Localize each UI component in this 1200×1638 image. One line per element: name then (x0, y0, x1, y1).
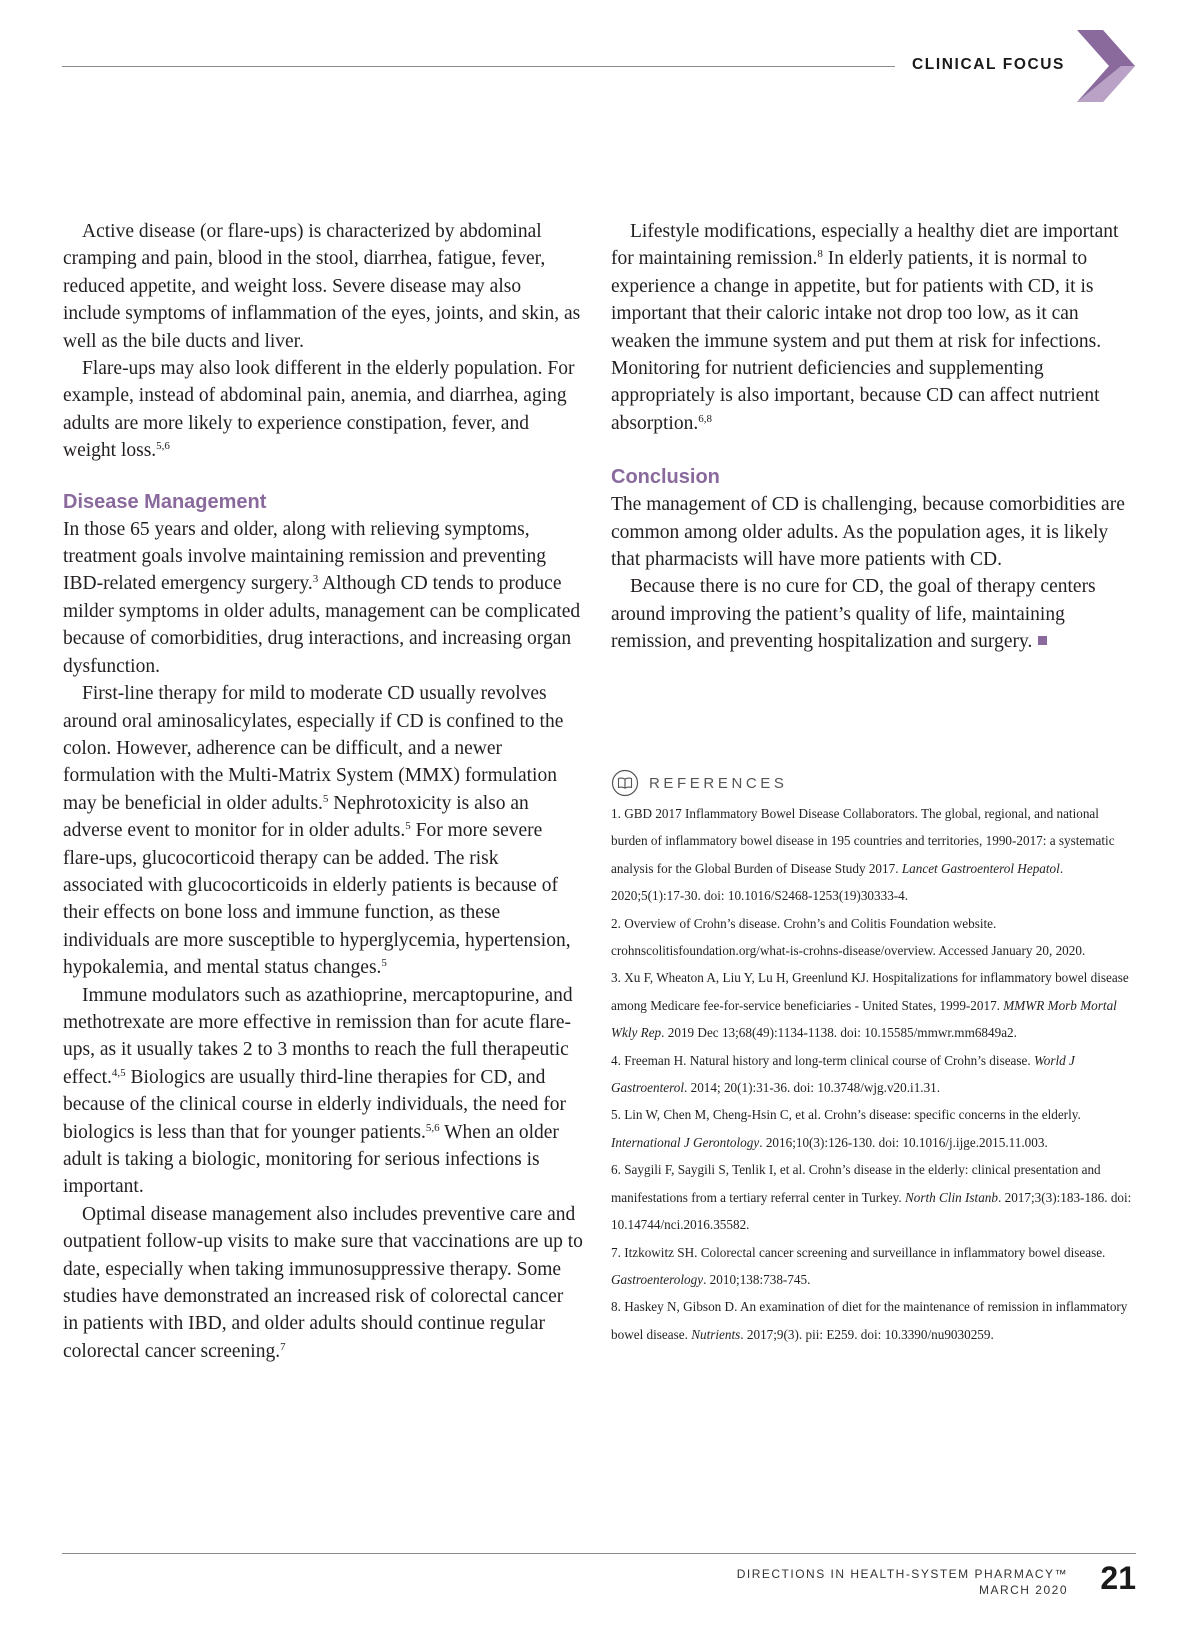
paragraph: The management of CD is challenging, because comorbidities are common among older adults. As the population ages, it is likely that pharmacists will have more patients with CD. (611, 494, 1125, 571)
reference-item: 1. GBD 2017 Inflammatory Bowel Disease Collaborators. The global, regional, and national burden of inflammatory bowel disease in 195 countries and territories, 1990-2017: a systematic analysis for the Global Burden of Disease Study 2017. Lancet Gastroenterol Hepatol. 2020;5(1):17-30. doi: 10.1016/S2468-1253(19)30333-4. (611, 806, 1115, 904)
publication-info (737, 1566, 1068, 1598)
citation: 5 (381, 957, 387, 970)
reference-item: 5. Lin W, Chen M, Cheng-Hsin C, et al. Crohn’s disease: specific concerns in the elderly. International J Gerontology. 2016;10(3):126-130. doi: 10.1016/j.ijge.2015.11.003. (611, 1107, 1081, 1150)
references-list (611, 800, 1136, 1348)
journal-name: Lancet Gastroenterol Hepatol (901, 860, 1060, 876)
citation: 6,8 (698, 412, 712, 425)
paragraph: Because there is no cure for CD, the goal of therapy centers around improving the patient’s quality of life, maintaining remission, and preventing hospitalization and surgery. (611, 576, 1096, 653)
section-heading: Conclusion (611, 466, 720, 489)
paragraph: In those 65 years and older, along with relieving symptoms, treatment goals involve maintaining remission and preventing IBD-related emergency surgery.$^3$ Although CD tends to produce milder symptoms in older adults, management can be complicated because of comorbidities, drug interactions, and increasing organ dysfunction. (63, 518, 581, 677)
citation: 5 (405, 820, 411, 833)
section-label: CLINICAL FOCUS (912, 56, 1065, 73)
citation: 5 (322, 792, 329, 805)
paragraph: First-line therapy for mild to moderate CD usually revolves around oral aminosalicylates, especially if CD is confined to the colon. However, adherence can be difficult, and a newer formulation with the Multi-Matrix System (MMX) formulation may be beneficial in older adults.$^5$ Nephrotoxicity is also an adverse event to monitor for in older adults.$^5$ For more severe flare-ups, glucocorticoid therapy can be added. The risk associated with glucocorticoids in elderly patients is because of their effects on bone loss and immune function, as these individuals are more susceptible to hyperglycemia, hypertension, hypokalemia, and mental status changes.$^5$ (63, 683, 571, 979)
publication-name: DIRECTIONS IN HEALTH-SYSTEM PHARMACY™ (736, 1567, 1068, 1581)
header-rule (62, 66, 895, 67)
journal-name: Nutrients (691, 1326, 741, 1342)
page-number: 21 (1100, 1560, 1136, 1596)
citation: 3 (312, 573, 319, 586)
journal-name: International J Gerontology (611, 1134, 760, 1150)
citation: 7 (280, 1340, 286, 1353)
left-column (63, 218, 583, 1365)
reference-item: 8. Haskey N, Gibson D. An examination of diet for the maintenance of remission in inflammatory bowel disease. Nutrients. 2017;9(3). pii: E259. doi: 10.3390/nu9030259. (611, 1299, 1128, 1342)
citation: 5,6 (425, 1121, 440, 1134)
reference-item: 2. Overview of Crohn’s disease. Crohn’s and Colitis Foundation website. crohnscolitisfoundation.org/what-is-crohns-disease/overview. Accessed January 20, 2020. (611, 915, 1086, 959)
citation: 5,6 (156, 440, 170, 453)
footer-rule (62, 1553, 1136, 1554)
references-title: REFERENCES (649, 774, 788, 792)
paragraph: Flare-ups may also look different in the elderly population. For example, instead of abdominal pain, anemia, and diarrhea, aging adults are more likely to experience constipation, fever, and weight loss.$^{5,6}$ (63, 358, 575, 462)
journal-name: World J Gastroenterol (611, 1052, 1075, 1096)
paragraph: Lifestyle modifications, especially a healthy diet are important for maintaining remission.$^8$ In elderly patients, it is normal to experience a change in appetite, but for patients with CD, it is important that their caloric intake not drop too low, as it can weaken the immune system and put them at risk for infections. Monitoring for nutrient deficiencies and supplementing appropriately is also important, because CD can affect nutrient absorption.$^{6,8}$ (611, 221, 1119, 434)
issue-date: MARCH 2020 (978, 1583, 1068, 1597)
right-column (611, 218, 1131, 656)
chevron-icon (1077, 30, 1135, 102)
end-mark-icon (1038, 636, 1047, 645)
journal-name: MMWR Morb Mortal Wkly Rep (611, 997, 1117, 1041)
citation: 8 (817, 248, 823, 261)
paragraph: Optimal disease management also includes preventive care and outpatient follow-up visits to make sure that vaccinations are up to date, especially when taking immunosuppressive therapy. Some studies have demonstrated an increased risk of colorectal cancer in patients with IBD, and older adults should continue regular colorectal cancer screening.$^7$ (63, 1203, 583, 1362)
reference-item: 6. Saygili F, Saygili S, Tenlik I, et al. Crohn’s disease in the elderly: clinical presentation and manifestations from a tertiary referral center in Turkey. North Clin Istanb. 2017;3(3):183-186. doi: 10.14744/nci.2016.35582. (611, 1162, 1132, 1233)
journal-name: Gastroenterology (611, 1271, 704, 1287)
reference-item: 3. Xu F, Wheaton A, Liu Y, Lu H, Greenlund KJ. Hospitalizations for inflammatory bowel disease among Medicare fee-for-service beneficiaries - United States, 1999-2017. MMWR Morb Mortal Wkly Rep. 2019 Dec 13;68(49):1134-1138. doi: 10.15585/mmwr.mm6849a2. (611, 970, 1129, 1041)
paragraph: Active disease (or flare-ups) is characterized by abdominal cramping and pain, blood in the stool, diarrhea, fatigue, fever, reduced appetite, and weight loss. Severe disease may also include symptoms of inflammation of the eyes, joints, and skin, as well as the bile ducts and liver. (63, 221, 581, 352)
section-heading: Disease Management (63, 490, 267, 513)
paragraph: Immune modulators such as azathioprine, mercaptopurine, and methotrexate are more effective in remission than for acute flare-ups, as it usually takes 2 to 3 months to reach the full therapeutic effect.$^{4,5}$ Biologics are usually third-line therapies for CD, and because of the clinical course in elderly individuals, the need for biologics is less than that for younger patients.$^{5,6}$ When an older adult is taking a biologic, monitoring for serious infections is important. (63, 984, 573, 1198)
reference-item: 7. Itzkowitz SH. Colorectal cancer screening and surveillance in inflammatory bowel disease. Gastroenterology. 2010;138:738-745. (611, 1244, 1106, 1287)
citation: 4,5 (111, 1066, 126, 1079)
book-icon (611, 769, 639, 797)
reference-item: 4. Freeman H. Natural history and long-term clinical course of Crohn’s disease. World J Gastroenterol. 2014; 20(1):31-36. doi: 10.3748/wjg.v20.i1.31. (611, 1052, 1075, 1096)
journal-name: North Clin Istanb (904, 1189, 998, 1205)
references-section (611, 768, 1136, 1348)
references-header (611, 768, 1136, 798)
